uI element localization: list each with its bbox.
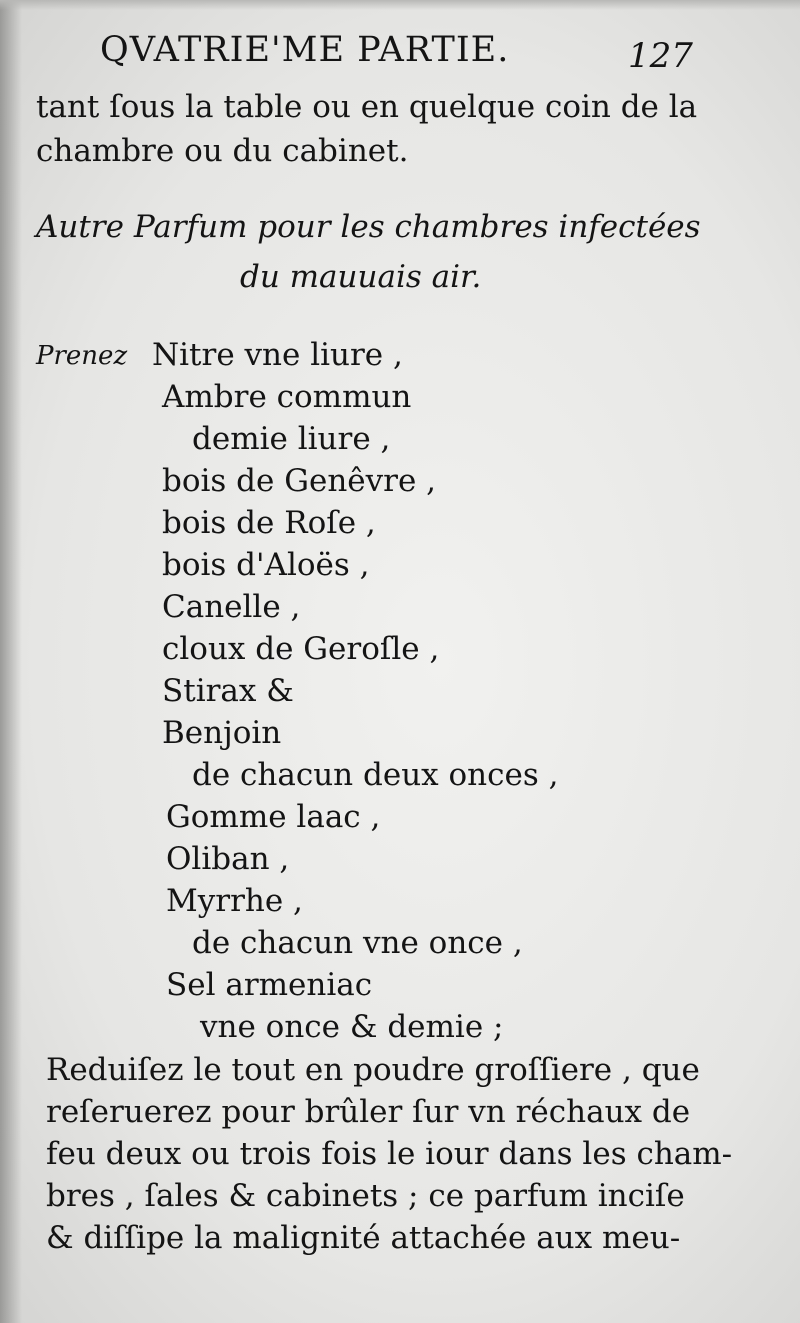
- recipe-item: Canelle ,: [162, 589, 301, 625]
- recipe-item: Ambre commun: [162, 379, 412, 415]
- recipe-item: Benjoin: [162, 715, 282, 751]
- page-number: 127: [628, 36, 693, 76]
- recipe-item: demie liure ,: [192, 421, 391, 457]
- recipe-item: bois de Roſe ,: [162, 505, 376, 541]
- closing-line-5: & diſſipe la malignité attachée aux meu-: [46, 1220, 681, 1256]
- recipe-item: cloux de Geroſle ,: [162, 631, 440, 667]
- closing-line-3: feu deux ou trois fois le iour dans les cham-: [46, 1136, 733, 1172]
- recipe-item: bois d'Aloës ,: [162, 547, 370, 583]
- recipe-item: de chacun vne once ,: [192, 925, 523, 961]
- recipe-item: de chacun deux onces ,: [192, 757, 559, 793]
- intro-line-2: chambre ou du cabinet.: [36, 133, 409, 169]
- recipe-item: Stirax &: [162, 673, 294, 709]
- closing-line-2: reſeruerez pour brûler ſur vn réchaux de: [46, 1094, 691, 1130]
- section-heading-line-1: Autre Parfum pour les chambres infectées: [36, 209, 701, 245]
- closing-line-4: bres , ſales & cabinets ; ce parfum inciſe: [46, 1178, 685, 1214]
- recipe-item: Nitre vne liure ,: [152, 337, 403, 373]
- recipe-item: Myrrhe ,: [166, 883, 303, 919]
- recipe-item: Sel armeniac: [166, 967, 373, 1003]
- section-heading-line-2: du mauuais air.: [240, 259, 482, 295]
- closing-line-1: Reduiſez le tout en poudre groſſiere , que: [46, 1052, 700, 1088]
- page-shadow-top: [0, 0, 800, 10]
- recipe-item: Gomme laac ,: [166, 799, 381, 835]
- page-shadow-left: [0, 0, 22, 1323]
- intro-line-1: tant ſous la table ou en quelque coin de la: [36, 89, 698, 125]
- recipe-item: bois de Genêvre ,: [162, 463, 437, 499]
- recipe-item: Oliban ,: [166, 841, 290, 877]
- recipe-item: vne once & demie ;: [200, 1009, 504, 1045]
- recipe-lead: Prenez: [36, 341, 128, 371]
- running-title: QVATRIE'ME PARTIE.: [100, 30, 510, 70]
